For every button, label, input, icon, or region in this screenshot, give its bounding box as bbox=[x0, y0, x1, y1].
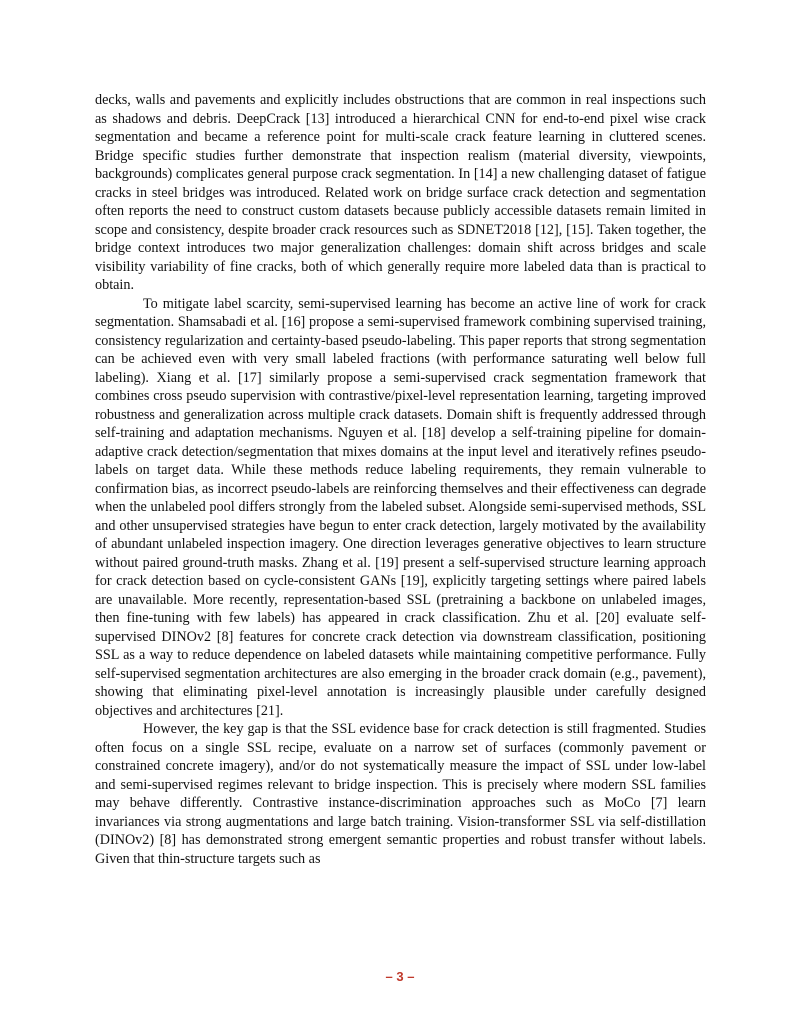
paragraph-3: However, the key gap is that the SSL evidence base for crack detection is still fragmented. Studies often focus on a single SSL recipe, evaluate on a narrow set of surfaces (commonly pavement or constrained concrete imagery), and/or do not systematically measure the impact of SSL under low-label and semi-supervised regimes relevant to bridge inspection. This is precisely where modern SSL families may behave differently. Contrastive instance-discrimination approaches such as MoCo [7] learn invariances via strong augmentations and large batch training. Vision-transformer SSL via self-distillation (DINOv2) [8] has demonstrated strong emergent semantic properties and robust transfer without labels. Given that thin-structure targets such as bbox=[95, 721, 706, 867]
paragraph-2: To mitigate label scarcity, semi-supervised learning has become an active line of work for crack segmentation. Shamsabadi et al. [16] propose a semi-supervised framework combining supervised training, consistency regularization and certainty-based pseudo-labeling. This paper reports that strong segmentation can be achieved even with very small labeled fractions (with performance saturating well below full labeling). Xiang et al. [17] similarly propose a semi-supervised crack segmentation framework that combines cross pseudo supervision with contrastive/pixel-level representation learning, targeting improved robustness and generalization across multiple crack datasets. Domain shift is frequently addressed through self-training and adaptation mechanisms. Nguyen et al. [18] develop a self-training pipeline for domain-adaptive crack detection/segmentation that mixes domains at the input level and iteratively refines pseudo-labels on target data. While these methods reduce labeling requirements, they remain vulnerable to confirmation bias, as incorrect pseudo-labels are reinforcing themselves and their effectiveness can degrade when the unlabeled pool differs strongly from the labeled subset. Alongside semi-supervised methods, SSL and other unsupervised strategies have begun to enter crack detection, largely motivated by the availability of abundant unlabeled inspection imagery. One direction leverages generative objectives to learn structure without paired ground-truth masks. Zhang et al. [19] present a self-supervised structure learning approach for crack detection based on cycle-consistent GANs [19], explicitly targeting settings where paired labels are unavailable. More recently, representation-based SSL (pretraining a backbone on unlabeled images, then fine-tuning with few labels) has appeared in crack classification. Zhu et al. [20] evaluate self-supervised DINOv2 [8] features for concrete crack detection via downstream classification, positioning SSL as a way to reduce dependence on labeled datasets while maintaining competitive performance. Fully self-supervised segmentation architectures are also emerging in the broader crack domain (e.g., pavement), showing that eliminating pixel-level annotation is increasingly plausible under carefully designed objectives and architectures [21]. bbox=[95, 295, 706, 719]
page-body bbox=[95, 91, 706, 868]
paragraph-1: decks, walls and pavements and explicitly includes obstructions that are common in real inspections such as shadows and debris. DeepCrack [13] introduced a hierarchical CNN for end-to-end pixel wise crack segmentation and became a reference point for multi-scale crack feature learning in cluttered scenes. Bridge specific studies further demonstrate that inspection realism (material diversity, viewpoints, backgrounds) complicates general purpose crack segmentation. In [14] a new challenging dataset of fatigue cracks in steel bridges was introduced. Related work on bridge surface crack detection and segmentation often reports the need to construct custom datasets because publicly accessible datasets remain limited in scope and consistency, despite broader crack resources such as SDNET2018 [12], [15]. Taken together, the bridge context introduces two major generalization challenges: domain shift across bridges and scale visibility variability of fine cracks, both of which generally require more labeled data than is practical to obtain. bbox=[95, 92, 706, 293]
page-number: – 3 – bbox=[385, 969, 415, 984]
